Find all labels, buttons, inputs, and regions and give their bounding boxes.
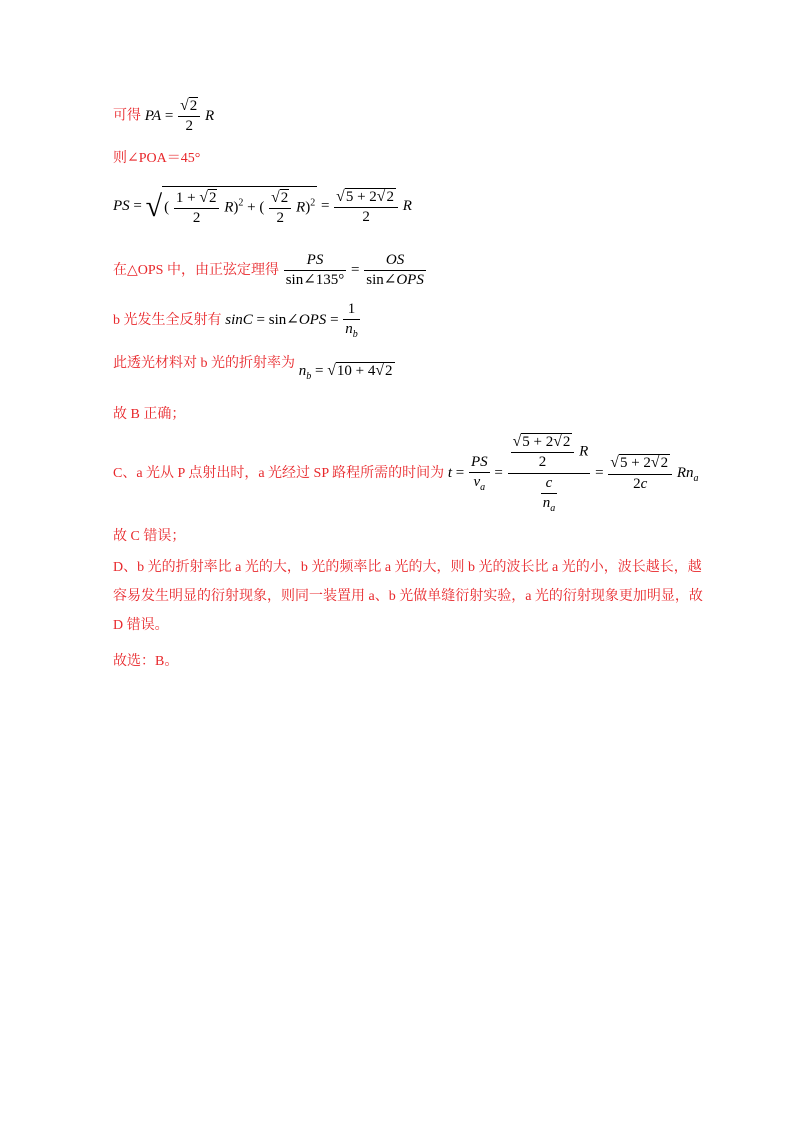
pa-formula: PA = $\frac{√2}{2}$ R <box>144 97 215 135</box>
ps-formula: PS = √ ( $\frac{1 + √2}{2}$ R)$^2$ + ( $\frac{√2}{2}$ R)$^2$ = $\frac{√5 + 2√2}{2}$ R <box>113 187 412 227</box>
sine-law-formula: $\frac{PS}{\sin\angle 135^\circ}$ = $\frac{OS}{\text{sin∠OPS}}$ <box>285 252 424 289</box>
total-reflection-formula: sinC = sin∠OPS = $\frac{1}{n_b}$ <box>225 301 358 341</box>
refractive-index-prefix: 此透光材料对 b 光的折射率为 <box>113 356 295 371</box>
line-total-reflection <box>113 301 361 341</box>
refractive-index-formula: $n_b = √10 + 4√2$ <box>298 362 393 382</box>
line-pa <box>113 97 214 136</box>
line-sine-law <box>113 252 427 290</box>
line-c-wrong: 故 C 错误； <box>113 529 186 544</box>
line-poa: 则∠POA＝45° <box>113 151 201 166</box>
sine-law-prefix: 在△OPS 中，由正弦定理得 <box>113 262 279 278</box>
total-reflection-prefix: b 光发生全反射有 <box>113 313 222 329</box>
line-final-answer: 故选：B。 <box>113 654 179 669</box>
time-formula: t = $\frac{PS}{v_a}$ = $\frac{√5 + 2√2}{2}$ R $\frac{c}{n_a}$ = $\frac{√5 + 2√2}{2c}$ $Rn_a$ <box>447 433 699 514</box>
line-refractive-index <box>113 355 395 382</box>
line-pa-prefix: 可得 <box>113 108 141 124</box>
paragraph-d: D、b 光的折射率比 a 光的大，b 光的频率比 a 光的大，则 b 光的波长比 a 光的小，波长越长，越容易发生明显的衍射现象，则同一装置用 a、b 光做单缝衍射实验，a 光的衍射现象更加明显，故 D 错误。 <box>113 560 703 633</box>
line-time <box>113 433 699 514</box>
time-prefix: C、a 光从 P 点射出时，a 光经过 SP 路程所需的时间为 <box>113 465 445 481</box>
line-b-correct: 故 B 正确； <box>113 407 186 422</box>
